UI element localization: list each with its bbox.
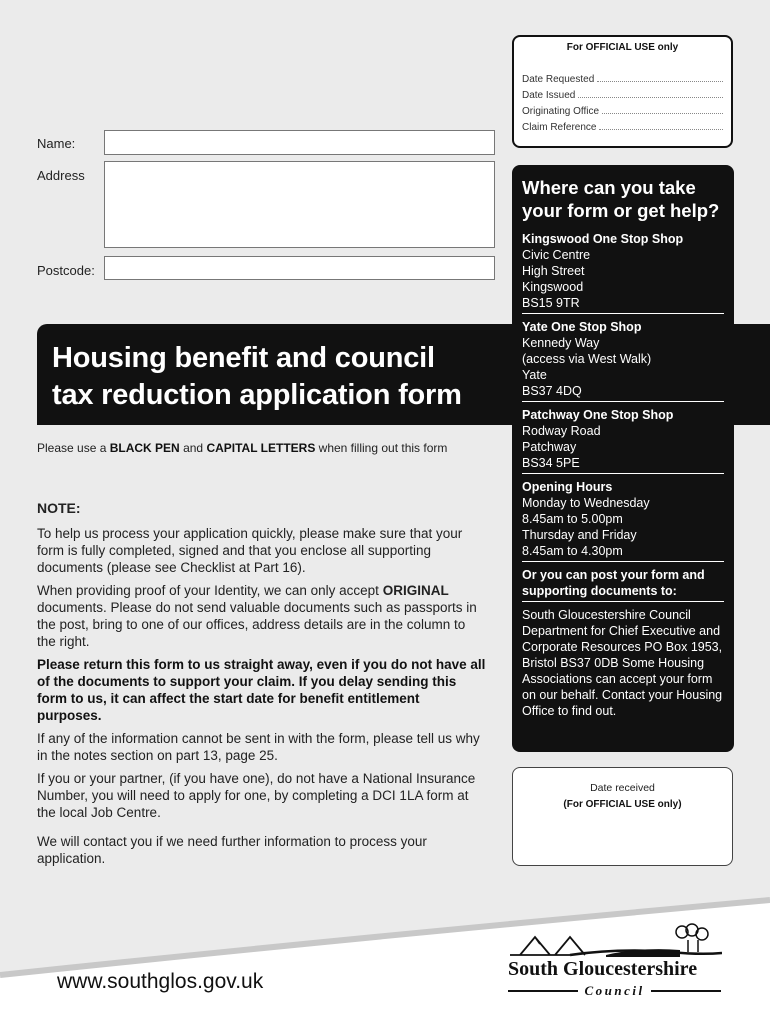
note-paragraph: If any of the information cannot be sent in with the form, please tell us why in the notes section on part 13, page 25. [37,731,480,763]
date-received-official: (For OFFICIAL USE only) [563,799,682,810]
pen-instruction: Please use a BLACK PEN and CAPITAL LETTERS when filling out this form [37,441,448,455]
help-section-kingswood: Kingswood One Stop Shop Civic Centre High Street Kingswood BS15 9TR [522,230,724,314]
council-name: South Gloucestershire [508,958,698,980]
official-row-claim-reference: Claim Reference [522,117,723,133]
postcode-label: Postcode: [37,263,95,278]
form-title: Housing benefit and council tax reduction application form [52,342,462,411]
address-field[interactable] [104,161,495,248]
notes-heading: NOTE: [37,500,81,516]
name-field[interactable] [104,130,495,155]
official-row-originating-office: Originating Office [522,101,723,117]
help-panel [512,165,734,752]
help-section-opening-hours: Opening Hours Monday to Wednesday 8.45am to 5.00pm Thursday and Friday 8.45am to 4.30pm [522,478,724,562]
address-label: Address [37,168,85,183]
help-section-yate: Yate One Stop Shop Kennedy Way (access via West Walk) Yate BS37 4DQ [522,318,724,402]
note-paragraph-important: Please return this form to us straight away, even if you do not have all of the documents to support your claim. If you delay sending this form to us, it can affect the start date for benefit entitlement purposes. [37,657,486,723]
help-post-address: South Gloucestershire Council Department for Chief Executive and Corporate Resources PO Box 1953, Bristol BS37 0DB Some Housing Associations can accept your form on our behalf. Contact your Housing Office to find out. [522,608,723,718]
date-received-box [512,767,733,866]
council-logo-icon [510,922,722,960]
name-label: Name: [37,136,76,151]
note-paragraph: To help us process your application quickly, please make sure that your form is fully completed, signed and that you enclose all supporting documents (please see Checklist at Part 16). [37,526,463,575]
date-received-label: Date received [590,782,655,794]
note-paragraph: When providing proof of your Identity, we can only accept ORIGINAL documents. Please do not send valuable documents such as passports in the post, bring to one of our offices, address details are in the column to the right. [37,583,477,649]
help-section-patchway: Patchway One Stop Shop Rodway Road Patchway BS34 5PE [522,406,724,474]
website-url[interactable]: www.southglos.gov.uk [57,970,264,993]
official-use-title: For OFFICIAL USE only [566,42,679,53]
official-row-date-issued: Date Issued [522,85,723,101]
notes-section [37,500,487,873]
note-paragraph: We will contact you if we need further information to process your application. [37,834,427,866]
note-paragraph: If you or your partner, (if you have one), do not have a National Insurance Number, you will need to apply for one, by completing a DCI 1LA form at the local Job Centre. [37,771,476,820]
official-use-box [512,35,733,148]
help-title: Where can you take your form or get help? [522,177,720,221]
title-banner [37,324,496,425]
help-section-post: Or you can post your form and supporting documents to: [522,566,724,602]
council-subtitle: Council [508,983,721,999]
official-row-date-requested: Date Requested [522,69,723,85]
postcode-field[interactable] [104,256,495,280]
